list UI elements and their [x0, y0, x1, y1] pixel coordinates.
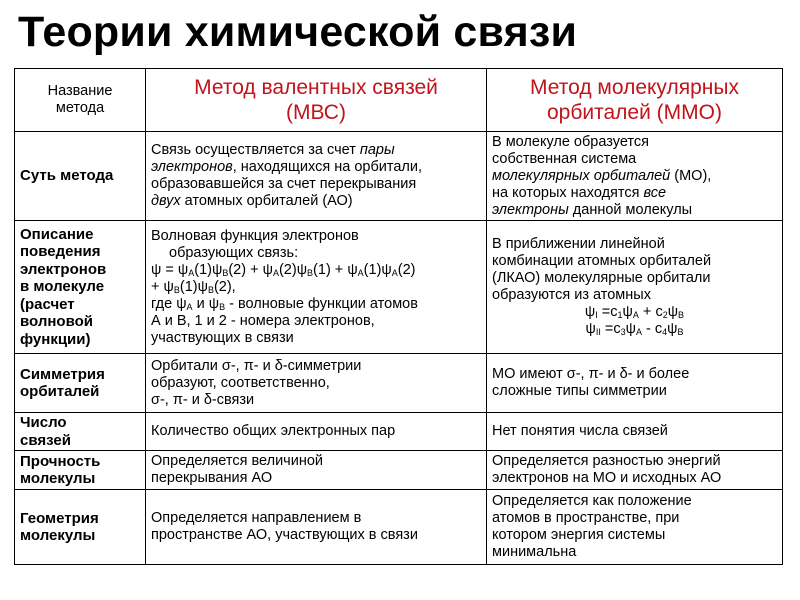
- row-label-line: Число: [20, 414, 67, 431]
- text-line: [492, 202, 777, 219]
- row-label-behavior: [15, 221, 146, 354]
- geometry-vbs-cell: [146, 490, 487, 565]
- subscript: A: [272, 267, 279, 278]
- text-span: =: [597, 304, 611, 320]
- symmetry-vbs-cell: [146, 354, 487, 413]
- text-span: с: [655, 304, 663, 320]
- psi-symbol: ψ: [262, 261, 273, 278]
- row-label-line: молекулы: [20, 470, 96, 487]
- psi-symbol: ψ: [584, 304, 596, 320]
- psi-symbol: ψ: [296, 261, 308, 278]
- strength-mo-cell: [487, 451, 783, 490]
- text-span: (2),: [213, 278, 236, 295]
- header-mo-line1: Метод молекулярных: [530, 76, 739, 99]
- psi-symbol: ψ: [151, 261, 162, 278]
- text-span: =: [161, 261, 178, 278]
- subscript: B: [677, 327, 684, 337]
- row-label-bond-count: [15, 413, 146, 451]
- text-span: и: [192, 295, 209, 312]
- row-label-line: поведения: [20, 243, 101, 261]
- row-label-line: орбиталей: [20, 383, 100, 400]
- text-line: котором энергия системы: [492, 527, 666, 543]
- subscript: 2: [662, 310, 668, 320]
- text-line: В приближении линейной: [492, 236, 665, 252]
- psi-symbol: ψ: [211, 261, 223, 278]
- essence-mo-cell: [487, 132, 783, 221]
- text-line: Определяется разностью энергий: [492, 453, 721, 469]
- italic-text: все: [643, 184, 667, 201]
- table-row: [15, 132, 783, 221]
- italic-text: двух: [151, 193, 181, 209]
- row-label-line: Геометрия: [20, 509, 99, 527]
- text-span: (1): [313, 261, 331, 278]
- subscript: 3: [620, 327, 626, 337]
- text-span: +: [330, 261, 348, 278]
- row-label-line: электронов: [20, 260, 107, 278]
- header-mo: [487, 69, 783, 132]
- header-vbs: [146, 69, 487, 132]
- row-label-line: Прочность: [20, 452, 101, 470]
- subscript: A: [186, 301, 193, 312]
- psi-symbol: ψ: [667, 304, 679, 320]
- text-span: (1): [363, 261, 382, 278]
- psi-symbol: ψ: [177, 261, 189, 278]
- text-span: где: [151, 295, 177, 312]
- psi-symbol: ψ: [197, 278, 208, 295]
- text-line: сложные типы симметрии: [492, 383, 667, 399]
- subscript: B: [222, 267, 229, 278]
- subscript: II: [595, 327, 601, 337]
- text-span: -: [641, 321, 655, 337]
- psi-symbol: ψ: [625, 321, 636, 337]
- lcao-formula-antibonding: [492, 321, 777, 338]
- text-line: пространстве АО, участвующих в связи: [151, 527, 418, 543]
- header-vbs-line1: Метод валентных связей: [194, 76, 438, 99]
- header-vbs-line2: (МВС): [286, 101, 346, 124]
- text-span: (2): [397, 261, 416, 278]
- subscript: I: [595, 310, 598, 320]
- row-label-line: в молекуле: [20, 278, 105, 296]
- bond-count-vbs-cell: Количество общих электронных пар: [146, 413, 487, 451]
- header-method-name: [15, 69, 146, 132]
- text-line: [151, 159, 481, 176]
- text-line: [151, 142, 481, 159]
- row-label-line: связей: [20, 431, 71, 449]
- subscript: A: [391, 267, 398, 278]
- text-span: Связь осуществляется за счет: [151, 142, 360, 158]
- row-label-essence: Суть метода: [15, 132, 146, 221]
- italic-text: электроны: [492, 201, 569, 218]
- bond-count-mo-cell: Нет понятия числа связей: [487, 413, 783, 451]
- text-line: Определяется направлением в: [151, 510, 362, 526]
- text-line: [151, 193, 481, 210]
- text-span: (1): [194, 261, 212, 278]
- text-span: (2): [228, 261, 247, 278]
- subscript: B: [219, 301, 226, 312]
- text-line: комбинации атомных орбиталей: [492, 253, 712, 269]
- italic-text: молекулярных орбиталей: [492, 167, 671, 184]
- text-line: образующих связь:: [169, 244, 299, 261]
- text-span: с: [654, 321, 663, 337]
- row-label-line: молекулы: [20, 527, 96, 544]
- header-method-name-line1: Название: [47, 83, 113, 99]
- behavior-vbs-cell: [146, 221, 487, 354]
- subscript: 4: [662, 327, 668, 337]
- text-line: участвующих в связи: [151, 329, 294, 346]
- text-line: МО имеют σ-, π- и δ- и более: [492, 366, 690, 382]
- text-line: атомов в пространстве, при: [492, 510, 680, 526]
- table-row: [15, 221, 783, 354]
- subscript: A: [632, 310, 639, 320]
- text-span: с: [613, 321, 621, 337]
- text-line: Орбитали σ-, π- и δ-симметрии: [151, 357, 362, 374]
- text-line: электронов на МО и исходных АО: [492, 470, 722, 486]
- text-line: образовавшейся за счет перекрывания: [151, 176, 417, 192]
- table-row: [15, 490, 783, 565]
- row-label-line: (расчет: [20, 295, 75, 313]
- subscript: B: [678, 310, 685, 320]
- text-line: [492, 168, 777, 185]
- text-span: (2): [278, 261, 297, 278]
- text-line: образуются из атомных: [492, 287, 651, 303]
- lcao-formula-bonding: [492, 304, 777, 321]
- row-label-line: Описание: [20, 225, 94, 243]
- table-header-row: [15, 69, 783, 132]
- subscript: 1: [617, 310, 623, 320]
- subscript: A: [635, 327, 642, 337]
- text-line: В молекуле образуется: [492, 133, 650, 150]
- text-line: минимальна: [492, 544, 577, 560]
- table-row: [15, 451, 783, 490]
- row-label-line: волновой: [20, 313, 93, 331]
- psi-symbol: ψ: [163, 278, 174, 295]
- row-label-strength: [15, 451, 146, 490]
- text-line: А и В, 1 и 2 - номера электронов,: [151, 312, 375, 329]
- row-label-line: функции): [20, 330, 91, 348]
- row-label-symmetry: [15, 354, 146, 413]
- text-span: =: [600, 321, 614, 337]
- text-span: с: [610, 304, 618, 320]
- psi-symbol: ψ: [585, 321, 596, 337]
- table-row: [15, 413, 783, 451]
- behavior-mo-cell: [487, 221, 783, 354]
- psi-symbol: ψ: [622, 304, 633, 320]
- text-span: +: [246, 261, 263, 278]
- text-line: σ-, π- и δ-связи: [151, 391, 255, 408]
- psi-symbol: ψ: [208, 295, 220, 312]
- subscript: B: [173, 284, 180, 295]
- text-span: - волновые функции атомов: [225, 295, 418, 312]
- text-span: на которых находятся: [492, 184, 644, 201]
- italic-text: пары: [359, 142, 395, 158]
- page-title: Теории химической связи: [18, 8, 578, 56]
- header-mo-line2: орбиталей (ММО): [547, 101, 722, 124]
- text-line: перекрывания АО: [151, 470, 273, 486]
- wave-function-formula: [151, 262, 481, 279]
- text-span: , находящихся на орбитали,: [232, 159, 423, 175]
- comparison-table: [14, 68, 783, 565]
- header-method-name-line2: метода: [55, 100, 105, 116]
- psi-symbol: ψ: [381, 261, 392, 278]
- text-line: Волновая функция электронов: [151, 227, 359, 244]
- subscript: B: [307, 267, 314, 278]
- psi-symbol: ψ: [347, 261, 358, 278]
- text-span: +: [638, 304, 656, 320]
- text-line: [151, 296, 481, 313]
- text-span: атомных орбиталей (АО): [180, 193, 353, 209]
- symmetry-mo-cell: [487, 354, 783, 413]
- text-line: Определяется как положение: [492, 493, 692, 509]
- text-line: [492, 185, 777, 202]
- strength-vbs-cell: [146, 451, 487, 490]
- subscript: A: [188, 267, 195, 278]
- subscript: B: [207, 284, 214, 295]
- row-label-geometry: [15, 490, 146, 565]
- text-span: +: [151, 278, 164, 295]
- table-row: [15, 354, 783, 413]
- text-line: образуют, соответственно,: [151, 374, 330, 391]
- text-line: собственная система: [492, 150, 637, 167]
- italic-text: электронов: [151, 159, 233, 175]
- wave-function-formula-cont: [151, 279, 481, 296]
- text-span: (1): [179, 278, 198, 295]
- text-line: (ЛКАО) молекулярные орбитали: [492, 270, 711, 286]
- psi-symbol: ψ: [176, 295, 187, 312]
- text-span: данной молекулы: [568, 201, 693, 218]
- subscript: A: [357, 267, 364, 278]
- text-span: (МО),: [670, 167, 712, 184]
- essence-vbs-cell: [146, 132, 487, 221]
- row-label-line: Симметрия: [20, 365, 105, 383]
- text-line: Определяется величиной: [151, 453, 323, 469]
- psi-symbol: ψ: [667, 321, 678, 337]
- geometry-mo-cell: [487, 490, 783, 565]
